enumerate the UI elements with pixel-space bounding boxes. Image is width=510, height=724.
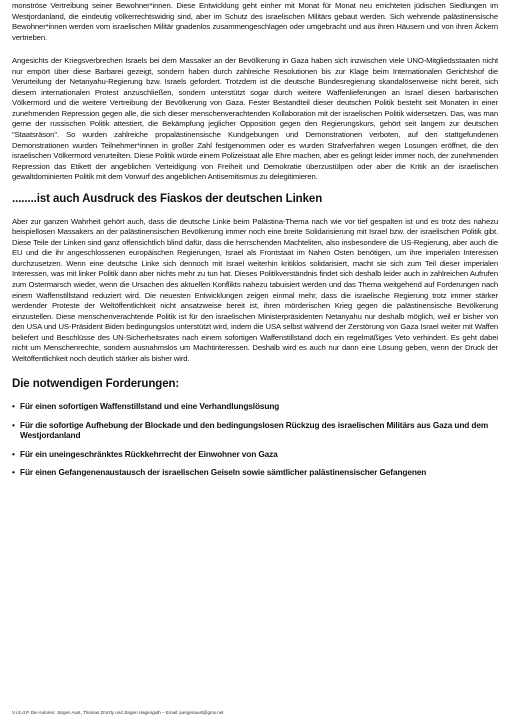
demand-item [12, 420, 498, 441]
bullet-icon: • [12, 448, 15, 459]
demand-text: Für einen sofortigen Waffenstillstand und eine Verhandlungslösung [20, 401, 280, 412]
demand-item [12, 449, 498, 460]
intro-paragraph: monströse Vertreibung seiner Bewohner*innen. Diese Entwicklung geht einher mit Monat für Monat neu errichteten jüdischen Siedlungen im Westjordanland, die eindeutig völkerrechtswidrig sind, aber im Schutz des israelischen Militärs gebaut werden. Sich wehrende palästinensische Bewohner*innen werden vom israelischen Militär gnadenlos zusammengeschlagen oder umgebracht und aus ihren Häusern und von ihren Äckern vertrieben. [12, 1, 498, 42]
demands-heading: Die notwendigen Forderungen: [12, 378, 180, 391]
body-paragraph-left: Aber zur ganzen Wahrheit gehört auch, dass die deutsche Linke beim Palästina-Thema nach wie vor tief gespalten ist und es trotz des nahezu beispiellosen Massakers an der palästinensischen Bevölkerung immer noch eine breite Solidarisierung mit Israel bzw. der israelischen Politik gibt. Diese Teile der Linken sind ganz offensichtlich blind dafür, dass die herrschenden Machteliten, also insbesondere die US-Regierung, aber auch die EU und die ihr angeschlossenen europäischen Regierungen, Israel als Frontstaat im Nahen Osten benötigen, um ihre imperialen Interessen durchzusetzen. Wenn eine deutsche Linke sich dennoch mit Israel weiterhin kritiklos solidarisiert, macht sie sich zum Teil dieser imperialen Interessen, was mit linker Politik dann aber nichts mehr zu tun hat. Dieses Politikverständnis findet sich deshalb leider auch in zahlreichen Aufrufen zum Ostermarsch wieder, wenn die Ursachen des aktuellen Konflikts nahezu tabuisiert werden und das Thema weitgehend auf Forderungen nach einem Waffenstillstand reduziert wird. Die neuesten Entwicklungen zeigen einmal mehr, dass die israelische Regierung trotz immer stärker werdender Proteste der Weltöffentlichkeit nicht ansatzweise bereit ist, ihren mörderischen Krieg gegen die palästinensische Bevölkerung einzustellen. Diese menschenverachtende Politik ist für den israelischen Ministerpräsidenten Netanyahu nur deshalb möglich, weil er bisher von den USA und US-Präsident Biden bedingungslos unterstützt wird, indem die USA selbst während der Zerstörung von Gaza Israel weiter mit Waffen beliefert und Beschlüsse des UN-Sicherheitsrates nach einem sofortigen Waffenstillstand doch ein regelmäßiges Veto verhindert. Es geht dabei nicht um Menschenrechte, sondern ausnahmslos um Machtinteressen. Deshalb wird es auch nur dann eine Lösung geben, wenn der Druck der Weltöffentlichkeit noch deutlich stärker als bisher wird. [12, 216, 498, 363]
demands-list [12, 401, 498, 478]
bullet-icon: • [12, 419, 15, 430]
bullet-icon: • [12, 401, 15, 412]
demand-text: Für einen Gefangenenaustausch der israelischen Geiseln sowie sämtlicher palästinensischer Gefangenen [20, 467, 427, 478]
section-heading: ........ist auch Ausdruck des Fiaskos der deutschen Linken [12, 192, 323, 205]
demand-item [12, 401, 498, 412]
demand-item [12, 467, 498, 478]
body-paragraph-repression: Angesichts der Kriegsverbrechen Israels bei dem Massaker an der Bevölkerung in Gaza haben sich inzwischen viele UNO-Mitgliedsstaaten nicht nur empört über diese Barbarei gezeigt, sondern haben durch zahlreiche Resolutionen bis zur Klage beim Internationalen Gerichtshof die Verurteilung der Netanyahu-Regierung bzw. Israels gefordert. Trotzdem ist die deutsche Bundesregierung skandalöserweise nicht bereit, sich diesem internationalen Protest anzuschließen, sondern unterstützt sogar durch weitere Waffenlieferungen an Israel diesen barbarischen Völkermord und die weitere Vertreibung der Bevölkerung von Gaza. Fester Bestandteil dieser deutschen Politik besteht seit Monaten in einer zunehmenden Repression gegen alle, die sich dieser menschenverachtenden Kollaboration mit der israelischen Politik widersetzen. Das, was man gerne der russischen Politik attestiert, die Bekämpfung jeglicher Opposition gegen den Regierungskurs, gehört seit langem zur deutschen "Staatsräson". So wurden zahlreiche propalästinensische Kundgebungen und Demonstrationen verboten, auf den stattgefundenen Demonstrationen wurden Teilnehmer*innen in großer Zahl festgenommen oder es wurden Strafverfahren wegen Losungen eröffnet, die den israelischen Völkermord verurteilten. Diese Politik würde einem Polizeistaat alle Ehre machen, aber es gelingt leider immer noch, der zunehmenden Repression das Etikett der angeblichen Verteidigung von Freiheit und Demokratie überzustülpen oder aber die Kritik an der israelischen gewaltdominierten Politik mit dem Vorwurf des angeblichen Antisemitismus zu delegitimieren. [12, 56, 498, 182]
demand-text: Für die sofortige Aufhebung der Blockade und den bedingungslosen Rückzug des israelischen Militärs aus Gaza und dem Westjordanland [20, 419, 489, 441]
demand-text: Für ein uneingeschränktes Rückkehrrecht der Einwohner von Gaza [20, 448, 278, 459]
bullet-icon: • [12, 467, 15, 478]
imprint-footer: V.i.S.d.P. Die Autoren: Jürgen Aust, Thomas Zmrzly und Jürgen Hagenguth – Email: juergenaust@gmx.net [12, 710, 224, 715]
